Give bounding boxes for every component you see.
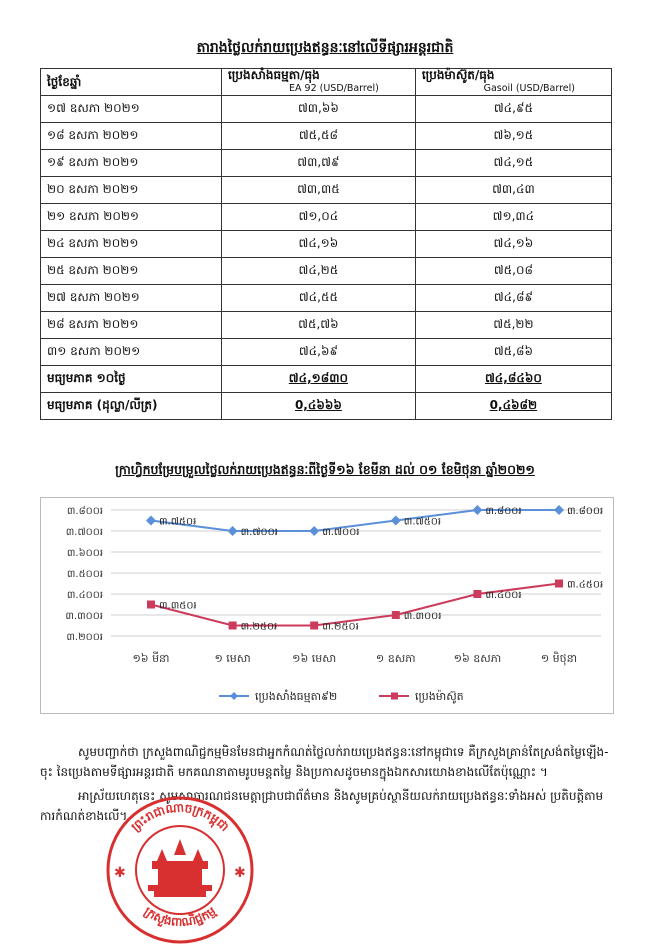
header-ea92 [222,69,416,96]
chart-svg [41,498,613,713]
data-point [472,505,482,515]
table-row [41,285,612,312]
table-header-row [41,69,612,96]
y-tick-label: ៣.៤០០៛ [66,590,103,601]
row-date: ២៨ ឧសភា ២០២១ [41,312,222,339]
data-point [391,516,401,526]
page-title: តារាងថ្លៃលក់រាយប្រេងឥន្ធនៈនៅលើទីផ្សារអន្តរជាតិ [196,40,454,56]
avg-liter-gasoil-cell [415,393,611,420]
avg-liter-ea92-cell [222,393,416,420]
data-point [146,516,156,526]
data-label: ៣.២៥០៛ [322,621,359,633]
table-row [41,231,612,258]
row-ea92: ៧៣,៣៥ [222,177,416,204]
row-gasoil: ៧៤,១៦ [415,231,611,258]
y-tick-label: ៣.៨០០៛ [66,506,103,517]
x-tick-label: ១ មិថុនា [540,652,578,665]
seal-star-left-icon: ✱ [114,865,126,881]
avg10-gasoil: ៧៤,៨៤៦០ [484,371,542,385]
data-label: ៣.២៥០៛ [240,621,278,633]
y-tick-label: ៣.៦០០៛ [66,548,103,559]
data-point [392,611,400,619]
data-label: ៣.៨០០៛ [567,506,604,517]
avg-liter-ea92: 0,៤៦៦៦ [294,398,342,412]
row-gasoil: ៧៤,១៥ [415,150,611,177]
data-label: ៣.៤០០៛ [485,590,522,601]
row-date: ២០ ឧសភា ២០២១ [41,177,222,204]
legend-label: ប្រេងសាំងធម្មតា៩២ [255,690,338,703]
header-gasoil [415,69,611,96]
row-date: ៣១ ឧសភា ២០២១ [41,339,222,366]
data-label: ៣.៧០០៛ [240,527,278,538]
row-date: ១៧ ឧសភា ២០២១ [41,96,222,123]
row-ea92: ៧៤,១៦ [222,231,416,258]
x-tick-label: ១៦ មេសា [292,652,337,665]
table-row [41,177,612,204]
table-row [41,204,612,231]
row-ea92: ៧៣,៦៦ [222,96,416,123]
chart-title: ក្រាហ្វិកបម្រែបម្រួលថ្លៃលក់រាយប្រេងឥន្ធនៈពីថ្ងៃទី១៦ ខែមីនា ដល់ ០១ ខែមិថុនា ឆ្នាំ២០២១ [115,462,535,477]
data-label: ៣.៧៥០៛ [403,516,442,528]
row-date: ២៤ ឧសភា ២០២១ [41,231,222,258]
data-point [473,590,481,598]
seal-top-text: ព្រះរាជាណាចក្រកម្ពុជា [128,800,232,835]
data-point [554,505,564,515]
row-ea92: ៧៥,៥៨ [222,123,416,150]
data-point [147,601,155,609]
row-gasoil: ៧៤,៨៩ [415,285,611,312]
x-tick-label: ១៦ មីនា [132,652,170,665]
row-date: ១៩ ឧសភា ២០២១ [41,150,222,177]
avg10-label: មធ្យមភាគ ១០ថ្ងៃ [41,366,222,393]
row-gasoil: ៧៥,៨៦ [415,339,611,366]
table-row [41,150,612,177]
y-tick-label: ៣.៥០០៛ [66,569,103,580]
header-gasoil-main: ប្រេងម៉ាស៊ូត/ធុង [421,68,495,82]
row-date: ២៥ ឧសភា ២០២១ [41,258,222,285]
row-gasoil: ៧៣,៤៣ [415,177,611,204]
table-row [41,123,612,150]
ministry-seal [100,795,260,945]
row-date: ២៧ ឧសភា ២០២១ [41,285,222,312]
data-point [310,622,318,630]
row-date: ១៨ ឧសភា ២០២១ [41,123,222,150]
row-ea92: ៧៥,៧៦ [222,312,416,339]
row-ea92: ៧៤,២៥ [222,258,416,285]
data-label: ៣.៧៥០៛ [159,516,197,528]
data-label: ៣.៣០០៛ [403,611,442,622]
table-row [41,258,612,285]
table-row [41,312,612,339]
legend-marker [230,692,238,700]
row-gasoil: ៧៥,០៨ [415,258,611,285]
row-date: ២១ ឧសភា ២០២១ [41,204,222,231]
row-gasoil: ៧៤,៩៥ [415,96,611,123]
row-ea92: ៧១,០៤ [222,204,416,231]
x-tick-label: ១ មេសា [214,652,251,665]
average-per-liter-row [41,393,612,420]
x-tick-label: ១ ឧសភា [375,652,416,665]
note-paragraph: សូមបញ្ជាក់ថា ក្រសួងពាណិជ្ជកម្មមិនមែនជាអ្នកកំណត់ថ្លៃលក់រាយប្រេងឥន្ធនៈនៅកម្ពុជាទេ គឺក្រសួងគ្រាន់តែស្រង់តម្លៃឡើង-ចុះ នៃប្រេងតាមទីផ្សារអន្តរជាតិ មកគណនាតាមរូបមន្តតម្លៃ និងប្រកាសដូចមានក្នុងឯកសារយោងខាងលើតែប៉ុណ្ណោះ ។ [40,745,609,779]
header-ea92-sub: EA 92 (USD/Barrel) [289,83,379,94]
y-tick-label: ៣.២០០៛ [66,632,103,643]
seal-bottom-text: ក្រសួងពាណិជ្ជកម្ម [141,903,219,930]
header-date: ថ្ងៃខែឆ្នាំ [41,69,222,96]
avg-liter-label: មធ្យមភាគ (ដុល្លា/លីត្រ) [41,393,222,420]
price-table [40,68,612,420]
legend-marker [391,693,398,700]
legend-label: ប្រេងម៉ាស៊ូត [415,690,464,703]
data-point [228,526,238,536]
temple-emblem-icon [148,839,212,897]
x-tick-label: ១៦ ឧសភា [453,652,502,665]
y-tick-label: ៣.៧០០៛ [65,527,103,538]
avg10-gasoil-cell [415,366,611,393]
data-label: ៣.៧០០៛ [322,527,360,538]
header-gasoil-sub: Gasoil (USD/Barrel) [483,83,575,94]
avg10-ea92-cell [222,366,416,393]
row-ea92: ៧៣,៧៩ [222,150,416,177]
price-chart [40,497,614,714]
table-row [41,339,612,366]
y-tick-label: ៣.៣០០៛ [65,611,103,622]
table-row [41,96,612,123]
data-label: ៣.៤៥០៛ [567,579,604,591]
row-gasoil: ៧១,៣៤ [415,204,611,231]
row-ea92: ៧៤,៦៩ [222,339,416,366]
data-label: ៣.៣៥០៛ [159,600,197,612]
row-gasoil: ៧៦,១៥ [415,123,611,150]
row-gasoil: ៧៥,២២ [415,312,611,339]
row-ea92: ៧៤,៥៥ [222,285,416,312]
data-label: ៣.៨០០៛ [485,506,522,517]
data-point [555,580,563,588]
seal-star-right-icon: ✱ [234,865,246,881]
data-point [309,526,319,536]
avg-liter-gasoil: 0,៤៦៨២ [489,398,538,412]
average-10-days-row [41,366,612,393]
avg10-ea92: ៧៤,១៨៣០ [288,371,349,385]
conclusion-paragraph: អាស្រ័យហេតុនេះ សូមសាធារណជនមេត្តាជ្រាបជាព័ត៌មាន និងសូមគ្រប់ស្ថានីយលក់រាយប្រេងឥន្ធនៈទាំងអស់ ប្រតិបត្តិតាមការកំណត់ខាងលើ។ [40,789,604,823]
data-point [229,622,237,630]
header-ea92-main: ប្រេងសាំងធម្មតា/ធុង [228,68,320,82]
